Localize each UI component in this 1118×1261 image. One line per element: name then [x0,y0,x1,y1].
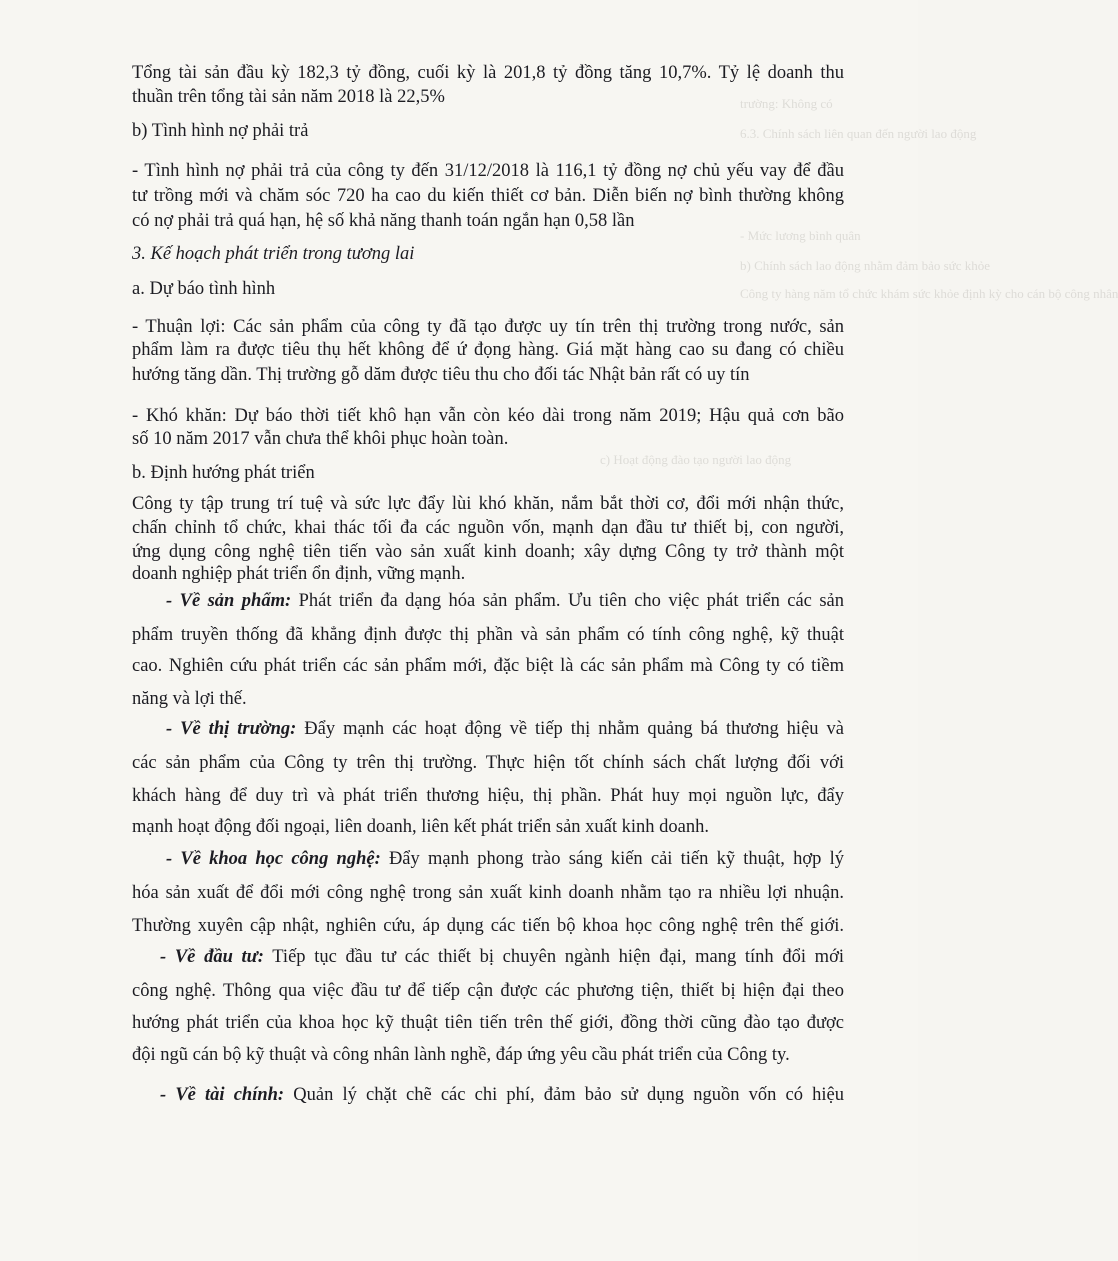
text-line [132,86,462,108]
text-line [132,428,527,450]
text-line [160,1084,844,1106]
text-line [132,915,844,937]
line-text: Tiếp tục đầu tư các thiết bị chuyên ngành hiện đại, mang tính đổi mới [263,947,844,967]
line-text: - Tình hình nợ phải trả của công ty đến 31/12/2018 là 116,1 tỷ đồng nợ chủ yếu vay để đầu [132,161,844,181]
line-text: số 10 năm 2017 vẫn chưa thể khôi phục hoàn toàn. [132,429,509,449]
line-text: khách hàng để duy trì và phát triển thương hiệu, thị phần. Phát huy mọi nguồn lực, đẩy [132,786,844,806]
line-text: hướng phát triển của khoa học kỹ thuật tiên tiến trên thế giới, đồng thời cũng đào tạo được [132,1013,844,1033]
bleed-through-text: - Mức lương bình quân [740,228,861,243]
text-line [132,541,844,563]
line-text: hướng tăng dần. Thị trường gỗ dăm được tiêu thu cho đối tác Nhật bản rất có uy tín [132,365,750,385]
text-line [132,120,412,142]
line-text: doanh nghiệp phát triển ổn định, vững mạnh. [132,564,466,584]
bleed-through-text: b) Chính sách lao động nhằm đảm bảo sức khỏe [740,258,991,273]
text-line [132,405,844,427]
line-text: Đẩy mạnh các hoạt động về tiếp thị nhằm quảng bá thương hiệu và [296,719,844,739]
line-text: ứng dụng công nghệ tiên tiến vào sản xuất kinh doanh; xây dựng Công ty trở thành một [132,542,844,562]
line-text: - Thuận lợi: Các sản phẩm của công ty đã tạo được uy tín trên thị trường trong nước, sản [132,317,844,337]
line-text: Công ty tập trung trí tuệ và sức lực đẩy lùi khó khăn, nắm bắt thời cơ, đổi mới nhận thức, [132,494,844,514]
text-line [132,785,844,807]
text-line [132,517,844,539]
text-line [132,816,732,838]
bleed-through-text: c) Hoạt động đào tạo người lao động [600,452,792,467]
text-line [166,590,844,612]
text-line [132,493,844,515]
text-line [132,563,502,585]
text-line [166,718,844,740]
line-text: các sản phẩm của Công ty trên thị trường. Thực hiện tốt chính sách chất lượng đối với [132,753,844,773]
line-text: Đẩy mạnh phong trào sáng kiến cải tiến kỹ thuật, hợp lý [380,849,844,869]
text-line [132,462,362,484]
text-line [132,278,332,300]
text-line [132,62,844,84]
bleed-through-text: trường: Không có [740,96,833,111]
text-line [132,160,844,182]
line-text: Thường xuyên cập nhật, nghiên cứu, áp dụng các tiến bộ khoa học công nghệ trên thế giới. [132,916,844,936]
text-line [132,1012,844,1034]
section-lead: - Về tài chính: [160,1085,285,1105]
text-line [132,210,662,232]
line-text: thuần trên tổng tài sản năm 2018 là 22,5% [132,87,445,107]
line-text: Tổng tài sản đầu kỳ 182,3 tỷ đồng, cuối kỳ là 201,8 tỷ đồng tăng 10,7%. Tỷ lệ doanh thu [132,63,844,83]
text-line [132,882,844,904]
text-line [132,364,782,386]
line-text: a. Dự báo tình hình [132,279,276,299]
line-text: - Khó khăn: Dự báo thời tiết khô hạn vẫn còn kéo dài trong năm 2019; Hậu quả cơn bão [132,406,844,426]
text-line [132,980,844,1002]
text-line [132,688,252,710]
section-lead: - Về khoa học công nghệ: [166,849,381,869]
line-text: b. Định hướng phát triển [132,463,315,483]
line-text: công nghệ. Thông qua việc đầu tư để tiếp cận được các phương tiện, thiết bị hiện đại theo [132,981,844,1001]
line-text: hóa sản xuất để đổi mới công nghệ trong sản xuất kinh doanh nhằm tạo ra nhiều lợi nhuận. [132,883,844,903]
text-line [160,946,844,968]
line-text: chấn chỉnh tổ chức, khai thác tối đa các nguồn vốn, mạnh dạn đầu tư thiết bị, con người, [132,518,844,538]
line-text: có nợ phải trả quá hạn, hệ số khả năng thanh toán ngắn hạn 0,58 lần [132,211,635,231]
bleed-through-text: Công ty hàng năm tổ chức khám sức khỏe định kỳ cho cán bộ công nhân [740,286,1118,301]
line-text: b) Tình hình nợ phải trả [132,121,309,141]
text-line [132,316,844,338]
line-text: cao. Nghiên cứu phát triển các sản phẩm mới, đặc biệt là các sản phẩm mà Công ty có tiềm [132,656,844,676]
line-text: tư trồng mới và chăm sóc 720 ha cao du kiến thiết cơ bản. Diễn biến nợ bình thường không [132,186,844,206]
text-line [132,655,844,677]
text-line [132,339,844,361]
bleed-through-text: 6.3. Chính sách liên quan đến người lao động [740,126,977,141]
text-line [132,1044,822,1066]
line-text: 3. Kế hoạch phát triển trong tương lai [132,244,415,264]
text-line [132,243,442,265]
line-text: năng và lợi thế. [132,689,247,709]
line-text: mạnh hoạt động đối ngoại, liên doanh, liên kết phát triển sản xuất kinh doanh. [132,817,709,837]
line-text: Quản lý chặt chẽ các chi phí, đảm bảo sử dụng nguồn vốn có hiệu [284,1085,844,1105]
text-line [132,752,844,774]
section-lead: - Về thị trường: [166,719,297,739]
line-text: phẩm làm ra được tiêu thụ hết không để ứ đọng hàng. Giá mặt hàng cao su đang có chiều [132,340,844,360]
text-line [166,848,844,870]
line-text: Phát triển đa dạng hóa sản phẩm. Ưu tiên cho việc phát triển các sản [291,591,844,611]
section-lead: - Về sản phẩm: [166,591,292,611]
text-line [132,624,844,646]
line-text: đội ngũ cán bộ kỹ thuật và công nhân lành nghề, đáp ứng yêu cầu phát triển của Công ty. [132,1045,790,1065]
section-lead: - Về đầu tư: [160,947,264,967]
line-text: phẩm truyền thống đã khẳng định được thị phần và sản phẩm có tính công nghệ, kỹ thuật [132,625,844,645]
text-line [132,185,844,207]
